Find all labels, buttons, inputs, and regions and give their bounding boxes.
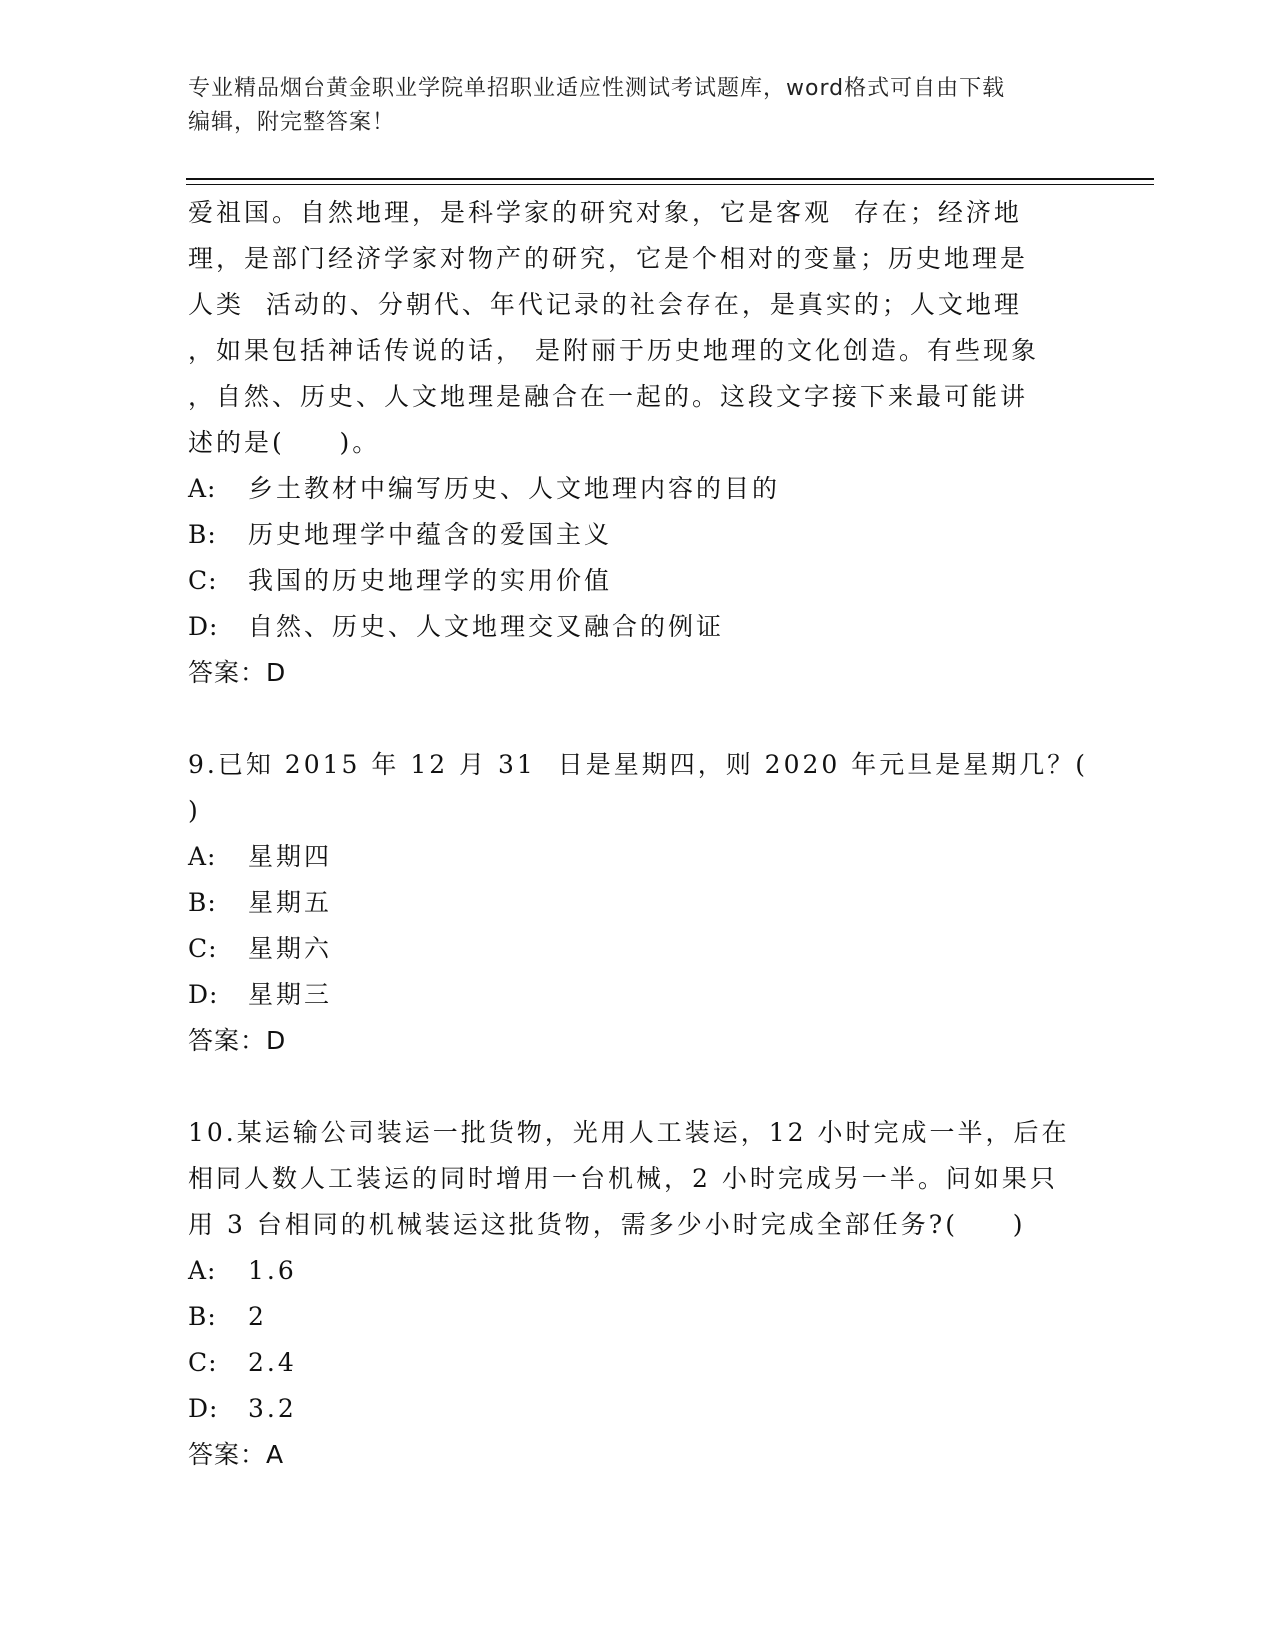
option-a xyxy=(188,834,1088,880)
option-letter: D: xyxy=(188,980,219,1009)
option-text: 星期五 xyxy=(248,888,333,917)
option-letter: A: xyxy=(188,842,217,871)
question-8-stem xyxy=(188,190,1088,466)
option-letter: C: xyxy=(188,566,218,595)
option-letter: A: xyxy=(188,474,217,503)
question-text-line: 人类 活动的、分朝代、年代记录的社会存在，是真实的；人文地理 xyxy=(188,290,1022,319)
option-c xyxy=(188,1340,1088,1386)
option-letter: C: xyxy=(188,934,218,963)
option-text: 历史地理学中蕴含的爱国主义 xyxy=(248,520,613,549)
option-b xyxy=(188,512,1088,558)
header-line-2: 编辑，附完整答案！ xyxy=(188,110,396,135)
page-header xyxy=(188,72,1088,140)
option-letter: B: xyxy=(188,520,217,549)
option-d xyxy=(188,604,1088,650)
header-line-1: 专业精品烟台黄金职业学院单招职业适应性测试考试题库，word格式可自由下载 xyxy=(188,76,1006,101)
question-text-line: ，自然、历史、人文地理是融合在一起的。这段文字接下来最可能讲 xyxy=(188,382,1029,411)
option-text: 3.2 xyxy=(248,1394,297,1423)
question-text-line: ，如果包括神话传说的话， 是附丽于历史地理的文化创造。有些现象 xyxy=(188,336,1039,365)
option-letter: B: xyxy=(188,888,217,917)
spacer xyxy=(188,1064,1088,1110)
answer-label: 答案：A xyxy=(188,1440,285,1469)
question-text-line: 述的是( )。 xyxy=(188,428,381,457)
option-text: 星期六 xyxy=(248,934,333,963)
option-text: 2.4 xyxy=(248,1348,297,1377)
option-letter: C: xyxy=(188,1348,218,1377)
option-letter: D: xyxy=(188,1394,219,1423)
question-text-line: 理，是部门经济学家对物产的研究，它是个相对的变量；历史地理是 xyxy=(188,244,1029,273)
question-10 xyxy=(188,1110,1088,1478)
option-b xyxy=(188,880,1088,926)
question-10-stem xyxy=(188,1110,1088,1248)
header-divider-thin xyxy=(186,184,1154,185)
answer-label: 答案：D xyxy=(188,658,287,687)
question-text-line: 爱祖国。自然地理，是科学家的研究对象，它是客观 存在；经济地 xyxy=(188,198,1022,227)
option-text: 乡土教材中编写历史、人文地理内容的目的 xyxy=(248,474,781,503)
option-a xyxy=(188,1248,1088,1294)
option-letter: B: xyxy=(188,1302,217,1331)
question-text-line: 用 3 台相同的机械装运这批货物，需多少小时完成全部任务?( ) xyxy=(188,1210,1026,1239)
option-d xyxy=(188,1386,1088,1432)
header-divider-thick xyxy=(186,178,1154,180)
option-text: 我国的历史地理学的实用价值 xyxy=(248,566,613,595)
option-text: 自然、历史、人文地理交叉融合的例证 xyxy=(248,612,725,641)
question-9-stem xyxy=(188,742,1088,834)
question-text-line: 10.某运输公司装运一批货物，光用人工装运，12 小时完成一半，后在 xyxy=(188,1118,1070,1147)
question-9 xyxy=(188,742,1088,1064)
question-text-line: 9.已知 2015 年 12 月 31 日是星期四，则 2020 年元旦是星期几？( xyxy=(188,750,1088,779)
answer-label: 答案：D xyxy=(188,1026,287,1055)
option-text: 星期三 xyxy=(248,980,333,1009)
question-text-line: ) xyxy=(188,796,201,825)
option-text: 2 xyxy=(248,1302,267,1331)
option-b xyxy=(188,1294,1088,1340)
option-c xyxy=(188,558,1088,604)
option-letter: D: xyxy=(188,612,219,641)
spacer xyxy=(188,696,1088,742)
option-a xyxy=(188,466,1088,512)
document-body xyxy=(188,190,1088,1478)
question-text-line: 相同人数人工装运的同时增用一台机械，2 小时完成另一半。问如果只 xyxy=(188,1164,1058,1193)
option-d xyxy=(188,972,1088,1018)
option-letter: A: xyxy=(188,1256,217,1285)
option-text: 1.6 xyxy=(248,1256,297,1285)
question-8 xyxy=(188,190,1088,696)
option-c xyxy=(188,926,1088,972)
option-text: 星期四 xyxy=(248,842,333,871)
